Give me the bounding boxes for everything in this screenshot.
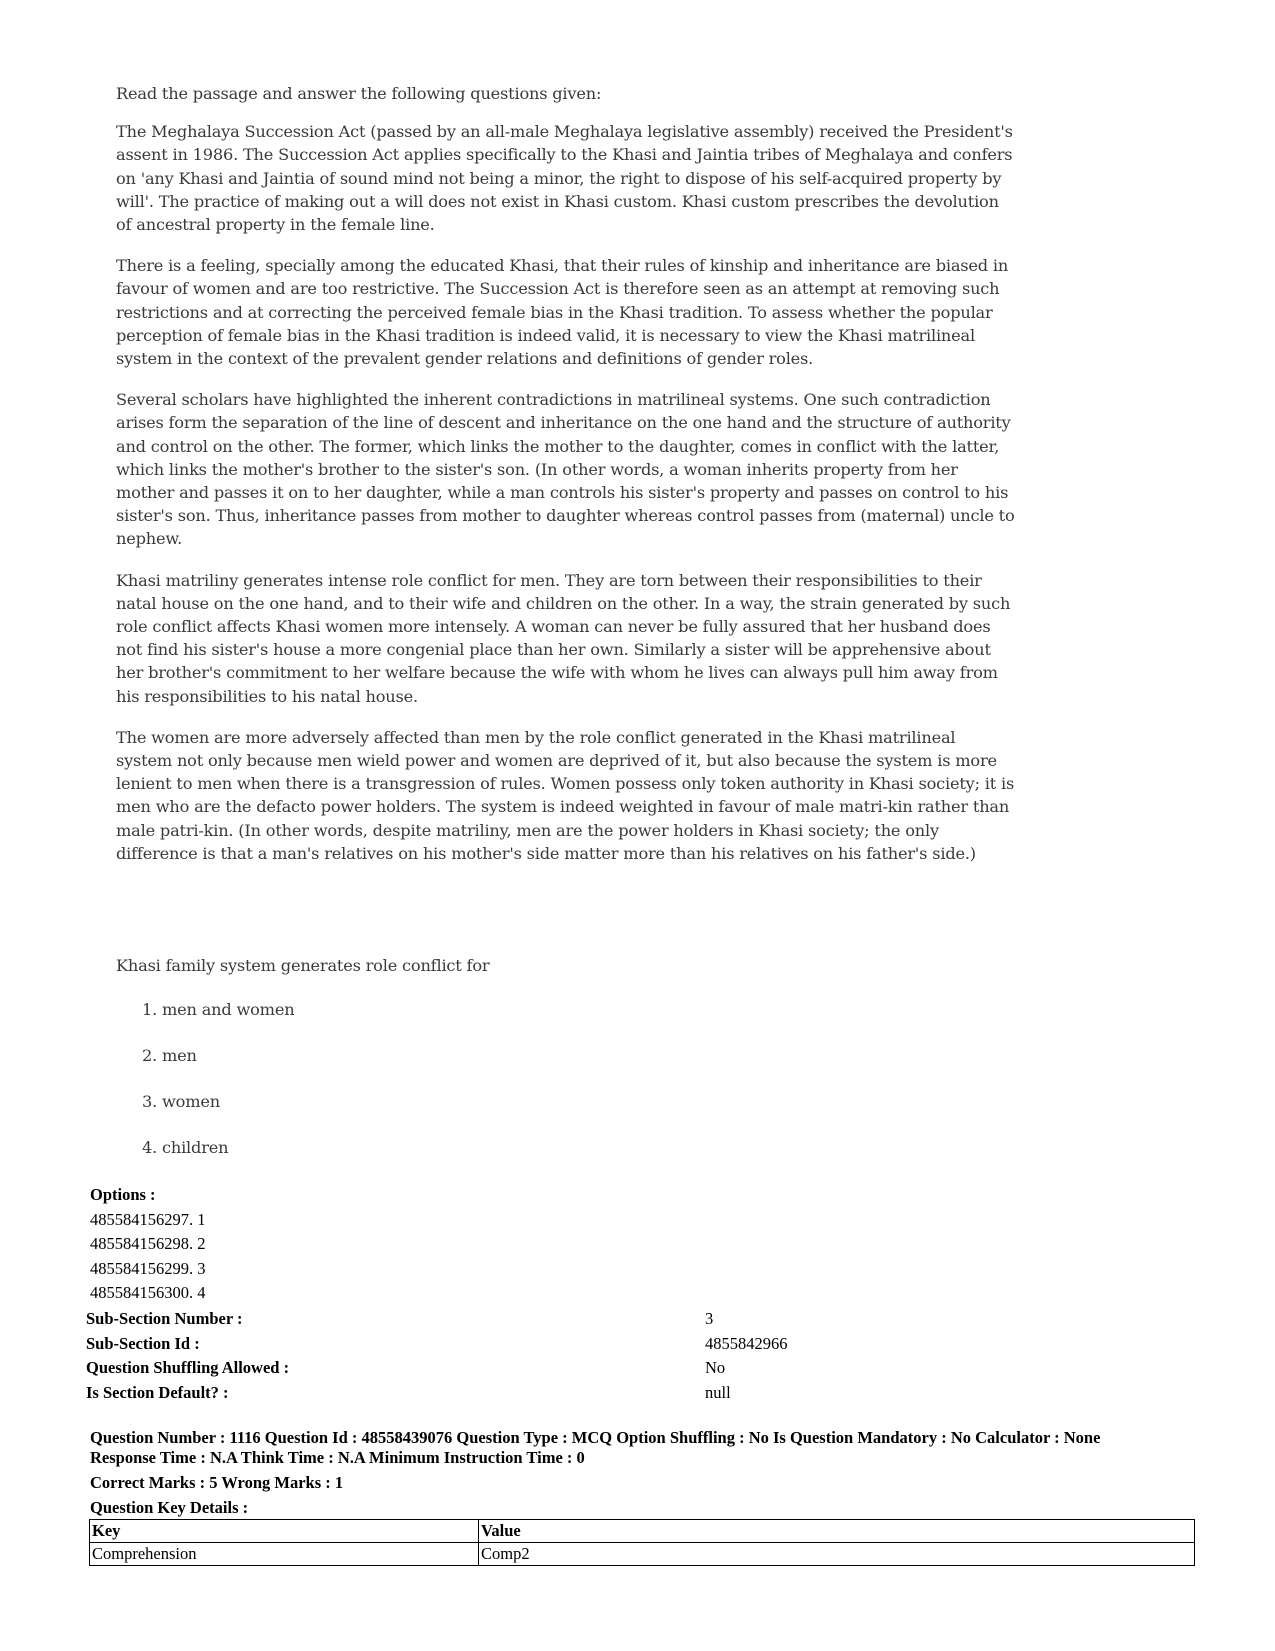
table-cell-value: Comp2	[479, 1543, 1195, 1566]
option-item-3: 485584156299. 3	[90, 1258, 206, 1278]
question-info	[90, 1428, 1200, 1518]
table-cell-key: Comprehension	[90, 1543, 479, 1566]
meta-value: null	[705, 1382, 731, 1402]
question-info-line-1: Question Number : 1116 Question Id : 48558439076 Question Type : MCQ Option Shuffling : No Is Question Mandatory : No Calculator : None	[90, 1428, 1101, 1447]
table-header-value: Value	[479, 1520, 1195, 1543]
table-row	[90, 1543, 1195, 1566]
passage-image	[116, 82, 1016, 1157]
meta-value: 3	[705, 1309, 714, 1329]
options-label: Options :	[90, 1185, 156, 1204]
options-block	[90, 1183, 206, 1306]
meta-value: No	[705, 1358, 726, 1378]
meta-row	[86, 1307, 1186, 1332]
meta-row	[86, 1356, 1186, 1381]
question-info-line-2: Response Time : N.A Think Time : N.A Minimum Instruction Time : 0	[90, 1448, 585, 1467]
meta-row	[86, 1381, 1186, 1406]
passage-paragraph-3: Several scholars have highlighted the inherent contradictions in matrilineal systems. One such contradiction arises form the separation of the line of descent and inheritance on the one hand and the structure of authority and control on the other. The former, which links the mother to the daughter, comes in conflict with the latter, which links the mother's brother to the sister's son. (In other words, a woman inherits property from her mother and passes it on to her daughter, while a man controls his sister's property and passes on control to his sister's son. Thus, inheritance passes from mother to daughter whereas control passes from (maternal) uncle to nephew.	[116, 390, 1015, 549]
option-item-2: 485584156298. 2	[90, 1234, 206, 1253]
option-item-4: 485584156300. 4	[90, 1283, 206, 1302]
table-header-key: Key	[90, 1520, 479, 1543]
option-item-1: 485584156297. 1	[90, 1209, 206, 1229]
meta-value: 4855842966	[705, 1333, 788, 1353]
meta-key: Is Section Default? :	[86, 1382, 229, 1402]
choice-list	[142, 998, 294, 1182]
meta-row	[86, 1332, 1186, 1357]
passage-paragraph-2: There is a feeling, specially among the educated Khasi, that their rules of kinship and inheritance are biased in favour of women and are too restrictive. The Succession Act is therefore seen as an attempt at removing such restrictions and at correcting the perceived female bias in the Khasi tradition. To assess whether the popular perception of female bias in the Khasi tradition is indeed valid, it is necessary to view the Khasi matrilineal system in the context of the prevalent gender relations and definitions of gender roles.	[116, 256, 1009, 369]
passage-paragraph-5: The women are more adversely affected than men by the role conflict generated in the Khasi matrilineal system not only because men wield power and women are deprived of it, but also because the system is more lenient to men when there is a transgression of rules. Women possess only token authority in Khasi society; it is men who are the defacto power holders. The system is indeed weighted in favour of male matri-kin rather than male patri-kin. (In other words, despite matriliny, men are the power holders in Khasi society; the only difference is that a man's relatives on his mother's side matter more than his relatives on his father's side.)	[116, 727, 1015, 863]
key-details-table	[89, 1519, 1195, 1566]
choice-item-2: 2. men	[142, 1046, 197, 1065]
choice-item-1: 1. men and women	[142, 1000, 295, 1019]
choice-item-4: 4. children	[142, 1138, 229, 1157]
choice-item-3: 3. women	[142, 1092, 220, 1111]
passage-intro: Read the passage and answer the following questions given:	[116, 84, 602, 103]
meta-key: Question Shuffling Allowed :	[86, 1358, 290, 1378]
meta-key: Sub-Section Number :	[86, 1309, 243, 1329]
meta-key: Sub-Section Id :	[86, 1333, 200, 1353]
key-details-label: Question Key Details :	[90, 1498, 249, 1517]
subsection-meta	[86, 1307, 1186, 1405]
table-header-row	[90, 1520, 1195, 1543]
passage-paragraph-1: The Meghalaya Succession Act (passed by an all-male Meghalaya legislative assembly) received the President's assent in 1986. The Succession Act applies specifically to the Khasi and Jaintia tribes of Meghalaya and confers on 'any Khasi and Jaintia of sound mind not being a minor, the right to dispose of his self-acquired property by will'. The practice of making out a will does not exist in Khasi custom. Khasi custom prescribes the devolution of ancestral property in the female line.	[116, 122, 1013, 235]
marks-line: Correct Marks : 5 Wrong Marks : 1	[90, 1473, 344, 1492]
question-text: Khasi family system generates role conflict for	[116, 956, 490, 975]
passage-paragraph-4: Khasi matriliny generates intense role conflict for men. They are torn between their responsibilities to their natal house on the one hand, and to their wife and children on the other. In a way, the strain generated by such role conflict affects Khasi women more intensely. A woman can never be fully assured that her husband does not find his sister's house a more congenial place than her own. Similarly a sister will be apprehensive about her brother's commitment to her welfare because the wife with whom he lives can always pull him away from his responsibilities to his natal house.	[116, 570, 1011, 706]
